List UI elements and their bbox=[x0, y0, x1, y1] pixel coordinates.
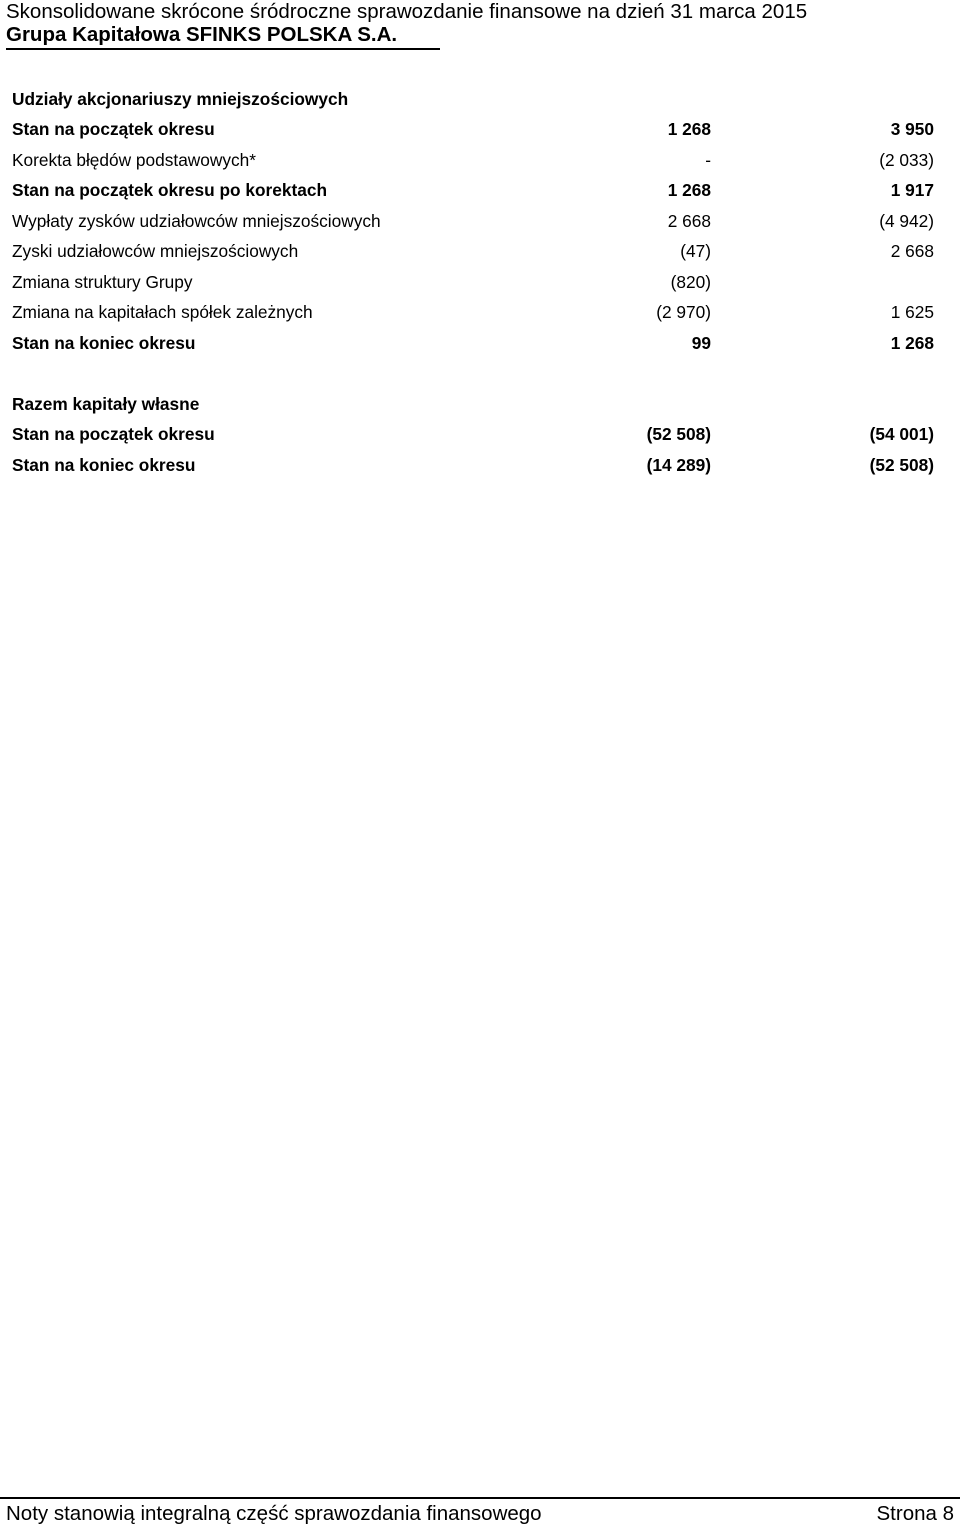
table-row bbox=[12, 180, 934, 211]
page-number: Strona 8 bbox=[876, 1502, 954, 1525]
value-current: - bbox=[705, 149, 711, 170]
report-title: Skonsolidowane skrócone śródroczne sprawozdanie finansowe na dzień 31 marca 2015 bbox=[6, 0, 808, 23]
row-label: Zmiana struktury Grupy bbox=[12, 271, 193, 292]
minority-interest-section bbox=[12, 89, 934, 363]
table-row bbox=[12, 333, 934, 364]
minority-rows bbox=[12, 119, 934, 363]
value-current: (2 970) bbox=[656, 302, 711, 322]
footer-rule bbox=[0, 1497, 960, 1499]
table-row bbox=[12, 272, 934, 303]
total-equity-section bbox=[12, 394, 934, 485]
value-previous: (52 508) bbox=[869, 454, 934, 475]
table-row bbox=[12, 455, 934, 486]
row-label: Stan na początek okresu bbox=[12, 424, 215, 444]
section-title: Razem kapitały własne bbox=[12, 394, 200, 414]
value-current: (52 508) bbox=[646, 424, 711, 444]
value-previous: (2 033) bbox=[879, 149, 934, 170]
table-row bbox=[12, 241, 934, 272]
value-previous: 1 917 bbox=[890, 180, 934, 200]
value-previous: 3 950 bbox=[890, 119, 934, 139]
row-label: Stan na koniec okresu bbox=[12, 454, 196, 475]
row-label: Korekta błędów podstawowych* bbox=[12, 149, 256, 170]
table-row bbox=[12, 302, 934, 333]
value-previous: 1 268 bbox=[890, 332, 934, 353]
value-current: (14 289) bbox=[646, 454, 711, 475]
value-current: 99 bbox=[691, 332, 711, 353]
row-label: Zyski udziałowców mniejszościowych bbox=[12, 241, 299, 261]
table-row bbox=[12, 119, 934, 150]
value-current: 1 268 bbox=[667, 180, 711, 200]
page-header bbox=[6, 0, 954, 46]
company-name: Grupa Kapitałowa SFINKS POLSKA S.A. bbox=[6, 23, 398, 46]
value-previous: 2 668 bbox=[890, 241, 934, 261]
footer-note: Noty stanowią integralną część sprawozdania finansowego bbox=[6, 1502, 542, 1525]
header-underline bbox=[6, 48, 440, 50]
row-label: Stan na początek okresu po korektach bbox=[12, 180, 328, 200]
value-current: 1 268 bbox=[667, 119, 711, 139]
value-previous: 1 625 bbox=[890, 302, 934, 322]
value-previous: (4 942) bbox=[879, 210, 934, 231]
row-label: Wypłaty zysków udziałowców mniejszościowych bbox=[12, 210, 381, 231]
value-current: (820) bbox=[670, 271, 711, 292]
row-label: Stan na początek okresu bbox=[12, 119, 215, 139]
value-previous: (54 001) bbox=[869, 424, 934, 444]
value-current: (47) bbox=[680, 241, 711, 261]
row-label: Zmiana na kapitałach spółek zależnych bbox=[12, 302, 313, 322]
table-row bbox=[12, 424, 934, 455]
value-current: 2 668 bbox=[667, 210, 711, 231]
table-row bbox=[12, 211, 934, 242]
row-label: Stan na koniec okresu bbox=[12, 332, 196, 353]
table-row bbox=[12, 150, 934, 181]
section-title: Udziały akcjonariuszy mniejszościowych bbox=[12, 89, 349, 109]
equity-rows bbox=[12, 424, 934, 485]
